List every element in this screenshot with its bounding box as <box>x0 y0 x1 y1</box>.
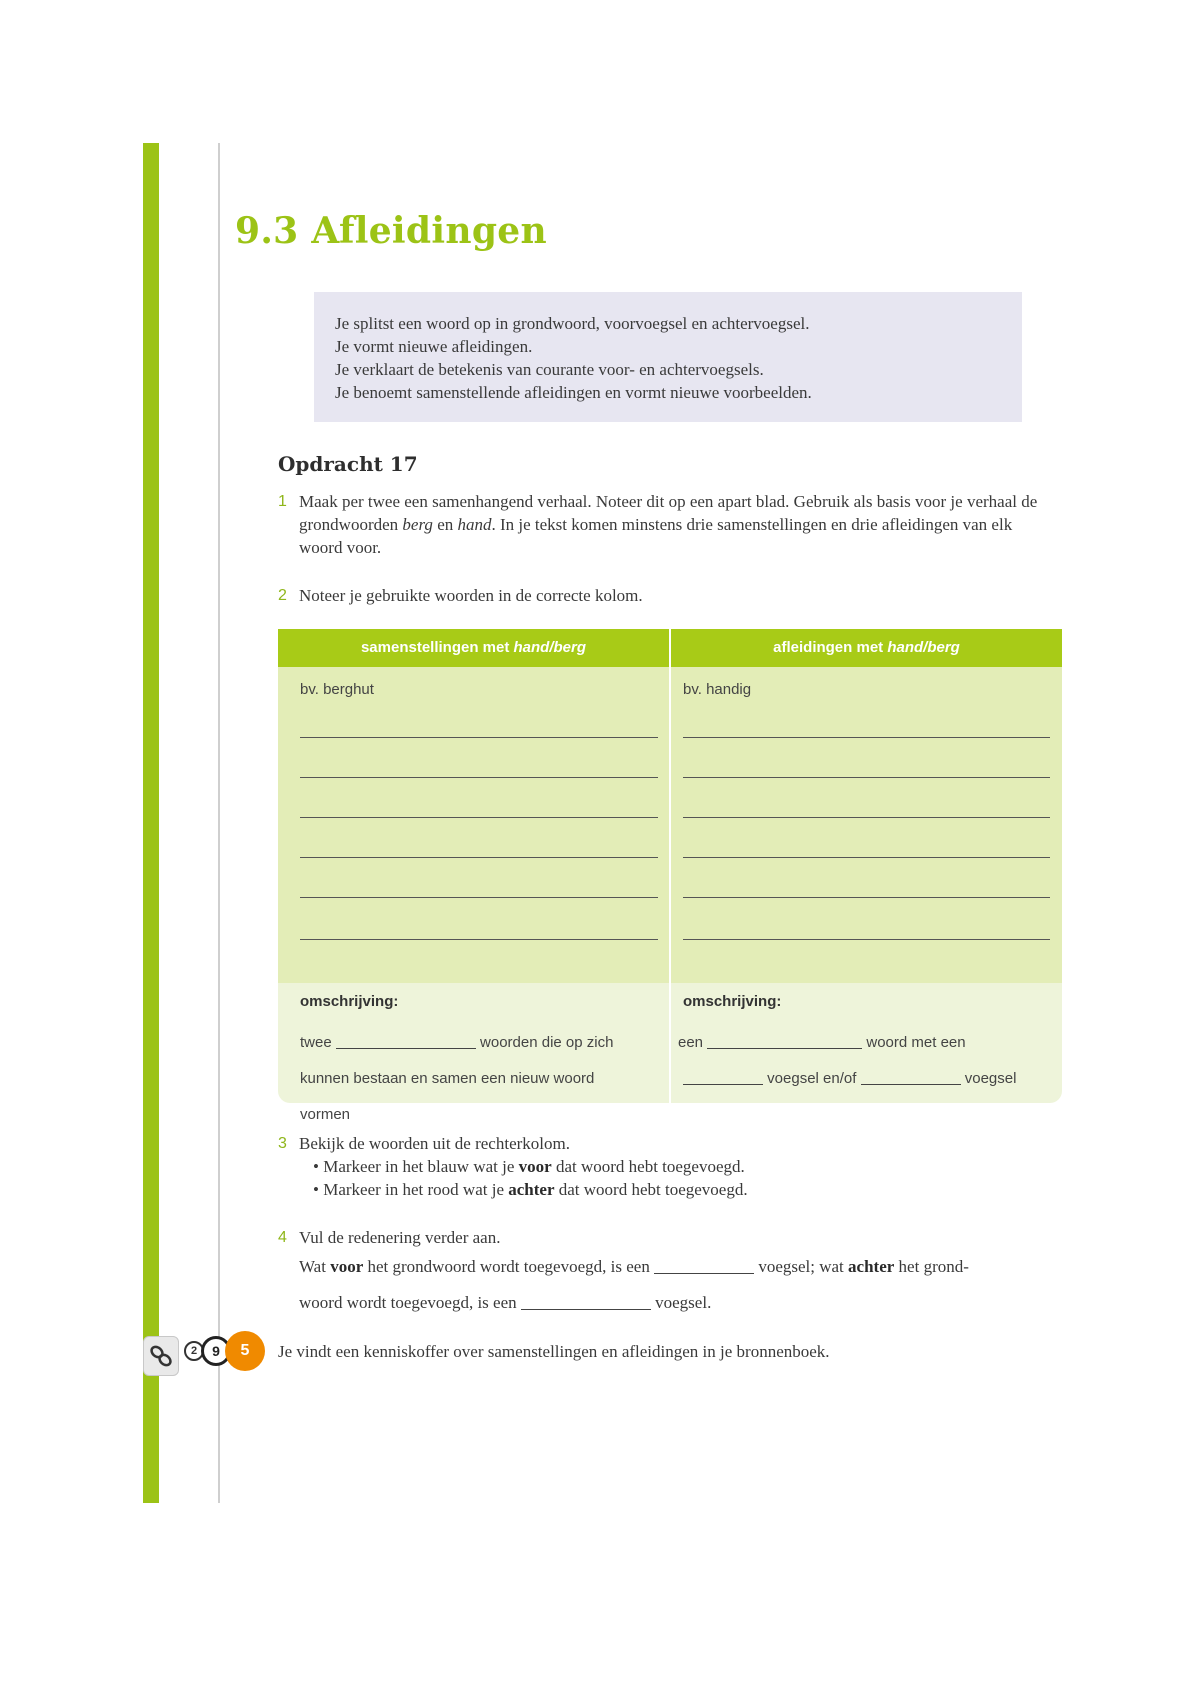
description-text: een woord met een voegsel en/of voegsel <box>678 1034 1017 1087</box>
task-text: Maak per twee een samenhangend verhaal. Noteer dit op een apart blad. Gebruik als basis voor je verhaal de grondwoorden berg en hand. In je tekst komen minstens drie samenstellingen en drie afleidingen van elk woord voor. <box>299 492 1038 557</box>
badge-number: 5 <box>225 1331 265 1371</box>
column-header-compounds: samenstellingen met hand/berg <box>278 629 669 667</box>
description-label: omschrijving: <box>300 993 399 1010</box>
compounds-description <box>278 983 669 1123</box>
derivations-description <box>671 983 1062 1103</box>
answer-line[interactable] <box>683 939 1050 940</box>
answer-line[interactable] <box>300 897 658 898</box>
fill-in-blank[interactable] <box>683 1082 763 1083</box>
answer-line[interactable] <box>683 817 1050 818</box>
link-icon[interactable] <box>143 1336 179 1376</box>
fill-in-blank[interactable] <box>521 1307 651 1308</box>
answer-line[interactable] <box>683 737 1050 738</box>
word-table <box>278 629 1062 1123</box>
task-2 <box>278 584 643 607</box>
badge-number: 2 <box>184 1341 204 1361</box>
fill-in-blank[interactable] <box>336 1046 476 1047</box>
task-number: 2 <box>278 587 287 604</box>
bullet-item: • Markeer in het blauw wat je voor dat woord hebt toegevoegd. <box>313 1157 745 1176</box>
column-header-derivations: afleidingen met hand/berg <box>671 629 1062 667</box>
answer-line[interactable] <box>300 777 658 778</box>
derivations-answer-area[interactable] <box>671 667 1062 983</box>
compounds-answer-area[interactable] <box>278 667 669 983</box>
answer-line[interactable] <box>300 817 658 818</box>
task-number: 4 <box>278 1229 287 1246</box>
example-word: bv. berghut <box>300 681 374 698</box>
answer-line[interactable] <box>683 777 1050 778</box>
task-number: 3 <box>278 1135 287 1152</box>
fill-in-blank[interactable] <box>707 1046 862 1047</box>
column-divider <box>669 629 671 1103</box>
task-text: Bekijk de woorden uit de rechterkolom. • Markeer in het blauw wat je voor dat woord hebt toegevoegd. • Markeer in het rood wat je achter dat woord hebt toegevoegd. <box>299 1134 748 1199</box>
fill-in-blank[interactable] <box>654 1271 754 1272</box>
task-number: 1 <box>278 493 287 510</box>
example-word: bv. handig <box>683 681 752 698</box>
answer-line[interactable] <box>683 897 1050 898</box>
goal-item: Je verklaart de betekenis van courante voor- en achtervoegsels. <box>335 360 764 379</box>
task-text: Vul de redenering verder aan. Wat voor het grondwoord wordt toegevoegd, is een voegsel; wat achter het grond- woord wordt toegevoegd, is een voegsel. <box>299 1228 969 1312</box>
goal-item: Je vormt nieuwe afleidingen. <box>335 337 533 356</box>
section-title: 9.3 Afleidingen <box>235 210 547 252</box>
reference-badges <box>184 1331 264 1371</box>
bullet-item: • Markeer in het rood wat je achter dat woord hebt toegevoegd. <box>313 1180 748 1199</box>
task-3 <box>278 1132 748 1201</box>
task-1 <box>278 490 1048 559</box>
margin-divider <box>218 143 220 1503</box>
answer-line[interactable] <box>300 939 658 940</box>
task-4 <box>278 1226 969 1321</box>
goal-item: Je benoemt samenstellende afleidingen en vormt nieuwe voorbeelden. <box>335 383 812 402</box>
answer-line[interactable] <box>300 857 658 858</box>
knowledge-case-note: Je vindt een kenniskoffer over samenstellingen en afleidingen in je bronnenboek. <box>278 1342 830 1361</box>
learning-goals-box <box>314 292 1022 422</box>
answer-line[interactable] <box>300 737 658 738</box>
task-text: Noteer je gebruikte woorden in de correcte kolom. <box>299 586 643 605</box>
goal-item: Je splitst een woord op in grondwoord, voorvoegsel en achtervoegsel. <box>335 314 810 333</box>
fill-in-blank[interactable] <box>861 1082 961 1083</box>
description-label: omschrijving: <box>683 993 782 1010</box>
assignment-heading: Opdracht 17 <box>278 452 418 476</box>
description-text: twee woorden die op zich kunnen bestaan en samen een nieuw woord vormen <box>300 1034 614 1123</box>
page-margin-bar <box>143 143 159 1503</box>
answer-line[interactable] <box>683 857 1050 858</box>
badge-number: 9 <box>201 1336 231 1366</box>
